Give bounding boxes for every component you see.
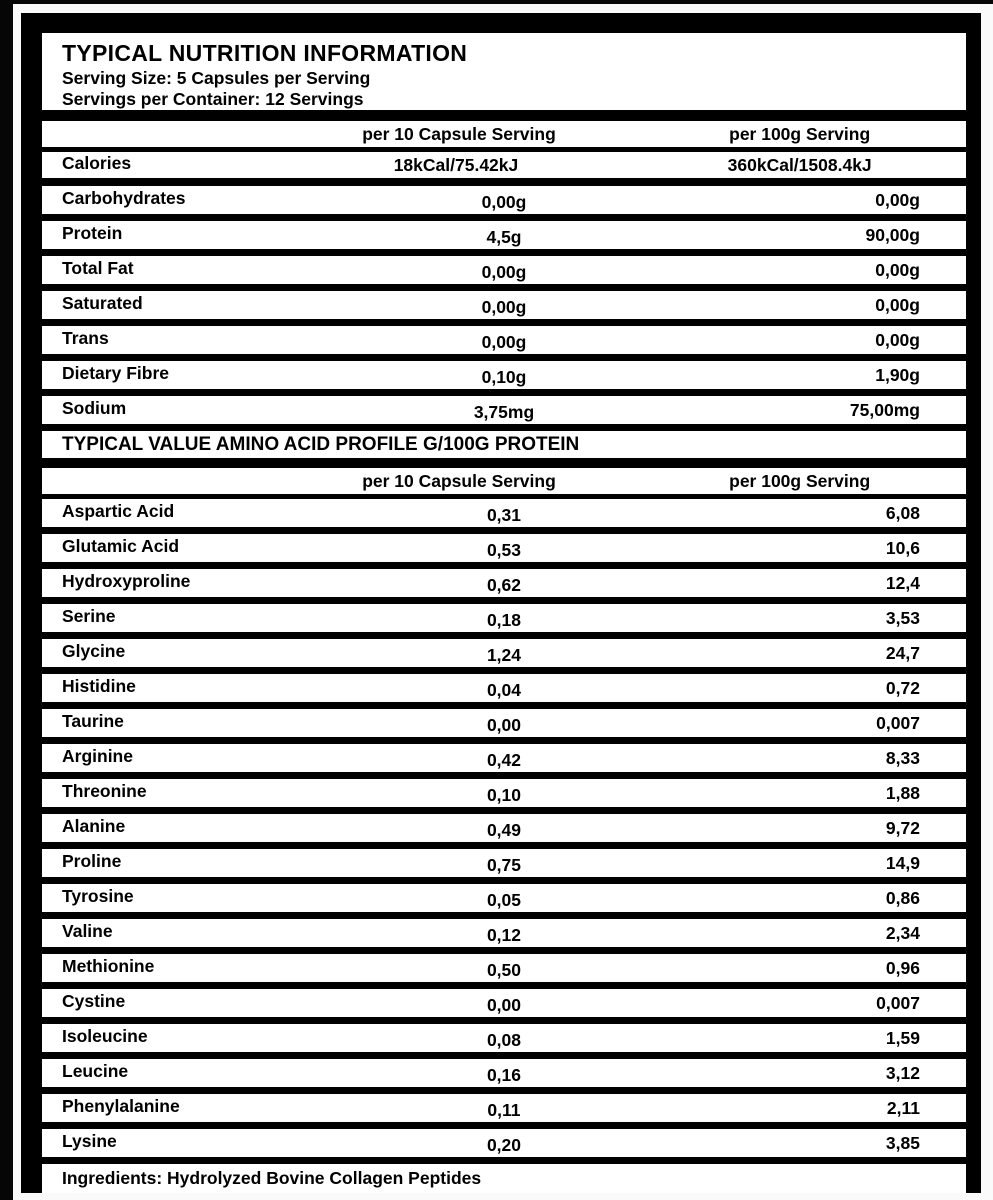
amino-acid-table [42,499,966,1157]
row-label: Alanine [62,816,126,836]
row-per10-value: 1,24 [486,645,522,665]
table-row [42,326,966,354]
row-label: Taurine [62,711,124,731]
row-per10-value: 0,04 [486,680,522,700]
table-row [42,1059,966,1087]
table-row [42,884,966,912]
label-title: TYPICAL NUTRITION INFORMATION [62,40,468,66]
table-row [42,779,966,807]
row-per10-value: 0,08 [486,1030,522,1050]
row-per10-value: 18kCal/75.42kJ [393,155,519,175]
row-per10-value: 0,20 [486,1135,522,1155]
row-per10-value: 0,16 [486,1065,522,1085]
row-label: Carbohydrates [62,188,186,208]
label-outer-edge [13,4,993,1200]
amino-section-header [42,431,966,458]
row-per10-value: 0,05 [486,890,522,910]
row-label: Phenylalanine [62,1096,180,1116]
column-header-spacer [42,121,375,147]
table-row [42,361,966,389]
table-row [42,849,966,877]
row-label: Serine [62,606,116,626]
column-header-per10: per 10 Capsule Serving [362,124,556,144]
row-per100-value: 1,90g [875,365,920,385]
row-label: Threonine [62,781,147,801]
row-label: Sodium [62,398,127,418]
row-per100-value: 6,08 [885,503,920,523]
row-label: Histidine [62,676,136,696]
column-header-per10: per 10 Capsule Serving [362,471,556,491]
row-per100-value: 3,53 [885,608,920,628]
table-row [42,1129,966,1157]
row-per100-value: 0,96 [885,958,920,978]
row-per100-value: 3,85 [885,1133,920,1153]
table-row [42,221,966,249]
table-row [42,569,966,597]
ingredients-row [42,1164,966,1193]
row-per100-value: 0,72 [885,678,920,698]
table-row [42,989,966,1017]
table-row [42,639,966,667]
table-row [42,256,966,284]
row-per100-value: 0,86 [885,888,920,908]
table-row [42,291,966,319]
row-per100-value: 1,59 [885,1028,920,1048]
row-per10-value: 0,00g [481,262,527,282]
row-per10-value: 0,11 [487,1100,521,1120]
row-per100-value: 0,00g [875,190,920,210]
row-label: Lysine [62,1131,117,1151]
row-label: Trans [62,328,109,348]
row-per100-value: 24,7 [885,643,920,663]
row-per100-value: 0,00g [875,330,920,350]
ingredients-text: Ingredients: Hydrolyzed Bovine Collagen Peptides [62,1168,482,1188]
row-label: Proline [62,851,122,871]
row-per10-value: 0,10g [481,367,527,387]
table-row [42,499,966,527]
table-row [42,152,966,178]
table-row [42,534,966,562]
row-label: Glutamic Acid [62,536,180,556]
table-row [42,814,966,842]
row-per10-value: 0,49 [486,820,522,840]
row-per100-value: 360kCal/1508.4kJ [727,155,872,175]
row-label: Arginine [62,746,133,766]
table-row [42,744,966,772]
row-label: Calories [62,153,132,173]
row-per100-value: 8,33 [885,748,920,768]
column-header-row [42,468,966,494]
column-header-per100: per 100g Serving [729,471,871,491]
row-per10-value: 0,31 [486,505,522,525]
row-label: Methionine [62,956,155,976]
row-per100-value: 0,007 [876,713,920,733]
label-header [42,33,966,110]
row-label: Valine [62,921,113,941]
row-per10-value: 0,00g [481,192,527,212]
row-per10-value: 0,50 [486,960,522,980]
row-per10-value: 0,18 [486,610,522,630]
column-header-row [42,121,966,147]
row-per100-value: 75,00mg [849,400,920,420]
row-per100-value: 9,72 [885,818,920,838]
row-label: Tyrosine [62,886,134,906]
amino-section-title: TYPICAL VALUE AMINO ACID PROFILE G/100G PROTEIN [62,433,580,455]
table-row [42,709,966,737]
row-per10-value: 0,62 [486,575,522,595]
row-label: Saturated [62,293,143,313]
row-label: Aspartic Acid [62,501,175,521]
row-per10-value: 0,75 [486,855,522,875]
table-row [42,186,966,214]
row-per10-value: 3,75mg [473,402,535,422]
row-per100-value: 90,00g [865,225,920,245]
table-row [42,919,966,947]
label-content [42,33,966,1193]
row-label: Cystine [62,991,126,1011]
row-per100-value: 12,4 [885,573,920,593]
row-per100-value: 10,6 [885,538,920,558]
row-per100-value: 1,88 [885,783,920,803]
row-per10-value: 4,5g [486,227,522,247]
row-per10-value: 0,00g [481,297,527,317]
row-per10-value: 0,00g [481,332,527,352]
row-label: Dietary Fibre [62,363,169,383]
table-row [42,1094,966,1122]
row-per100-value: 3,12 [885,1063,920,1083]
row-label: Glycine [62,641,126,661]
table-row [42,954,966,982]
table-row [42,396,966,424]
nutrition-table [42,152,966,424]
serving-size-text: Serving Size: 5 Capsules per Serving [62,68,371,88]
row-label: Isoleucine [62,1026,148,1046]
row-per100-value: 0,00g [875,295,920,315]
label-frame [21,13,981,1193]
row-label: Protein [62,223,123,243]
row-per10-value: 0,12 [486,925,522,945]
row-label: Total Fat [62,258,134,278]
row-per10-value: 0,10 [486,785,522,805]
row-per10-value: 0,53 [486,540,522,560]
column-header-spacer [42,468,375,494]
table-row [42,604,966,632]
table-row [42,674,966,702]
row-per100-value: 2,34 [885,923,920,943]
table-row [42,1024,966,1052]
row-per100-value: 0,00g [875,260,920,280]
column-header-per100: per 100g Serving [729,124,871,144]
row-per10-value: 0,00 [486,715,522,735]
row-per100-value: 0,007 [876,993,920,1013]
row-per10-value: 0,42 [486,750,522,770]
row-per100-value: 14,9 [885,853,920,873]
row-label: Hydroxyproline [62,571,191,591]
row-label: Leucine [62,1061,129,1081]
row-per100-value: 2,11 [886,1098,920,1118]
servings-per-container-text: Servings per Container: 12 Servings [62,89,364,109]
row-per10-value: 0,00 [486,995,522,1015]
